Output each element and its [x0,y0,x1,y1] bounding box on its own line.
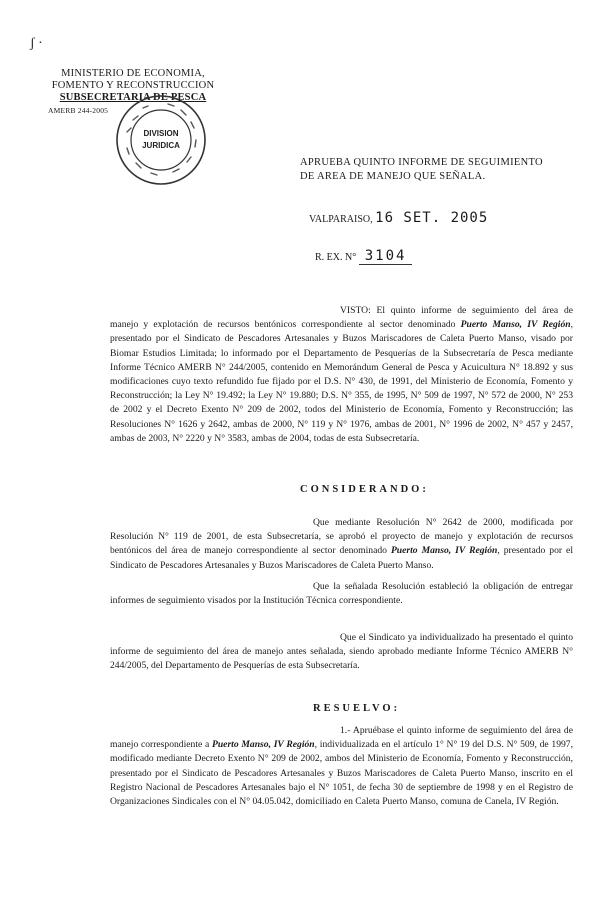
subject-line-1: APRUEBA QUINTO INFORME DE SEGUIMIENTO [300,157,543,168]
resuelvo-paragraph-1 [110,724,573,809]
header-line-ministry: MINISTERIO DE ECONOMIA, [61,68,205,79]
considerando-paragraph-2 [110,580,573,608]
rex-label: R. EX. N° [315,252,357,263]
considerando-2-text: Que la señalada Resolución estableció la obligación de entregar informes de seguimiento visados por la Institución Técnica correspondiente. [110,581,573,607]
considerando-1-text-b: , presentado por el Sindicato de Pescadores Artesanales y Buzos Mariscadores de Caleta Puerto Manso. [110,545,573,571]
visto-place-name: Puerto Manso, IV Región [460,319,571,331]
considerando-paragraph-1 [110,516,573,573]
visto-lead: VISTO: [340,305,371,316]
rex-number-handwritten: 3104 [359,248,413,265]
stamp-text-juridica: JURIDICA [142,141,180,150]
division-juridica-stamp [113,92,209,188]
resuelvo-1-text-b: , individualizada en el artículo 1° N° 19 del D.S. N° 509, de 1997, modificado mediante Decreto Exento N° 209 de 2002, ambos del Ministerio de Economía, Fomento y Reconstrucción, presentado por el Sindicato de Pescadores Artesanales y Buzos Mariscadores de Caleta Puerto Manso, inscrito en el Registro Nacional de Pescadores Artesanales bajo el N° 1051, de fecha 30 de septiembre de 1998 y en el Registro de Organizaciones Sindicales con el N° 04.05.042, domiciliado en Caleta Puerto Manso, comuna de Canela, IV Región. [110,739,574,808]
header-line-subsecretaria: SUBSECRETARIA DE PESCA [59,92,207,103]
considerando-1-text-a: Que mediante Resolución N° 2642 de 2000, modificada por Resolución N° 119 de 2001, de esta Subsecretaría, se aprobó el proyecto de manejo y explotación de recursos bentónicos del área de manejo correspondiente al sector denominado [110,517,573,557]
considerando-1-place-name: Puerto Manso, IV Región [390,545,498,557]
place-and-date [309,210,488,226]
resolution-subject [300,156,570,184]
considerando-paragraph-3 [110,631,573,674]
considerando-heading: CONSIDERANDO: [300,484,429,495]
resuelvo-1-place-name: Puerto Manso, IV Región [211,739,315,751]
resuelvo-heading: RESUELVO: [313,703,401,714]
header-line-amerb: AMERB 244-2005 [48,106,109,115]
header-line-fomento: FOMENTO Y RECONSTRUCCION [51,80,215,91]
visto-paragraph [110,304,573,446]
resuelvo-1-lead: 1.- Apruébase el quinto informe de seguimiento del área de manejo correspondiente a [110,725,573,751]
place-label: VALPARAISO, [309,214,373,225]
visto-text-a: El quinto informe de seguimiento del área de manejo y explotación de recursos bentónicos correspondiente al sector denominado [110,305,573,331]
resolution-number [315,248,412,264]
considerando-3-text: Que el Sindicato ya individualizado ha presentado el quinto informe de seguimiento del área de manejo antes señalada, siendo aprobado mediante Informe Técnico AMERB N° 244/2005, del Departamento de Pesquerías de esta Subsecretaría. [110,632,573,672]
handwritten-date: 16 SET. 2005 [375,210,489,226]
visto-text-b: , presentado por el Sindicato de Pescadores Artesanales y Buzos Mariscadores de Caleta Puerto Manso, visado por Biomar Estudios Limitada; lo informado por el Departamento de Pesquerías de la Subsecretaría de Pesca mediante Informe Técnico AMERB N° 244/2005, contenido en Memorándum General de Pesca y Acuicultura N° 18.892 y sus modificaciones cuyo texto refundido fue fijado por el D.S. N° 430, de 1991, del Ministerio de Economía, Fomento y Reconstrucción; la Ley N° 19.492; la Ley N° 19.880; D.S. N° 355, de 1995, N° 509 de 1997, N° 572 de 2000, N° 253 de 2002 y el Decreto Exento N° 209 de 2002, todos del Ministerio de Economía, Fomento y Reconstrucción; las Resoluciones N° 1626 y 2642, ambas de 2000, N° 119 y N° 1976, ambas de 2001, N° 1996 de 2002, N° 457 y 2457, ambas de 2003, N° 2220 y N° 3583, ambas de 2004, todas de esta Subsecretaría. [110,319,573,444]
stamp-text-division: DIVISION [143,129,179,138]
subject-line-2: DE AREA DE MANEJO QUE SEÑALA. [300,171,486,182]
margin-marks: ʃ · [30,36,43,51]
